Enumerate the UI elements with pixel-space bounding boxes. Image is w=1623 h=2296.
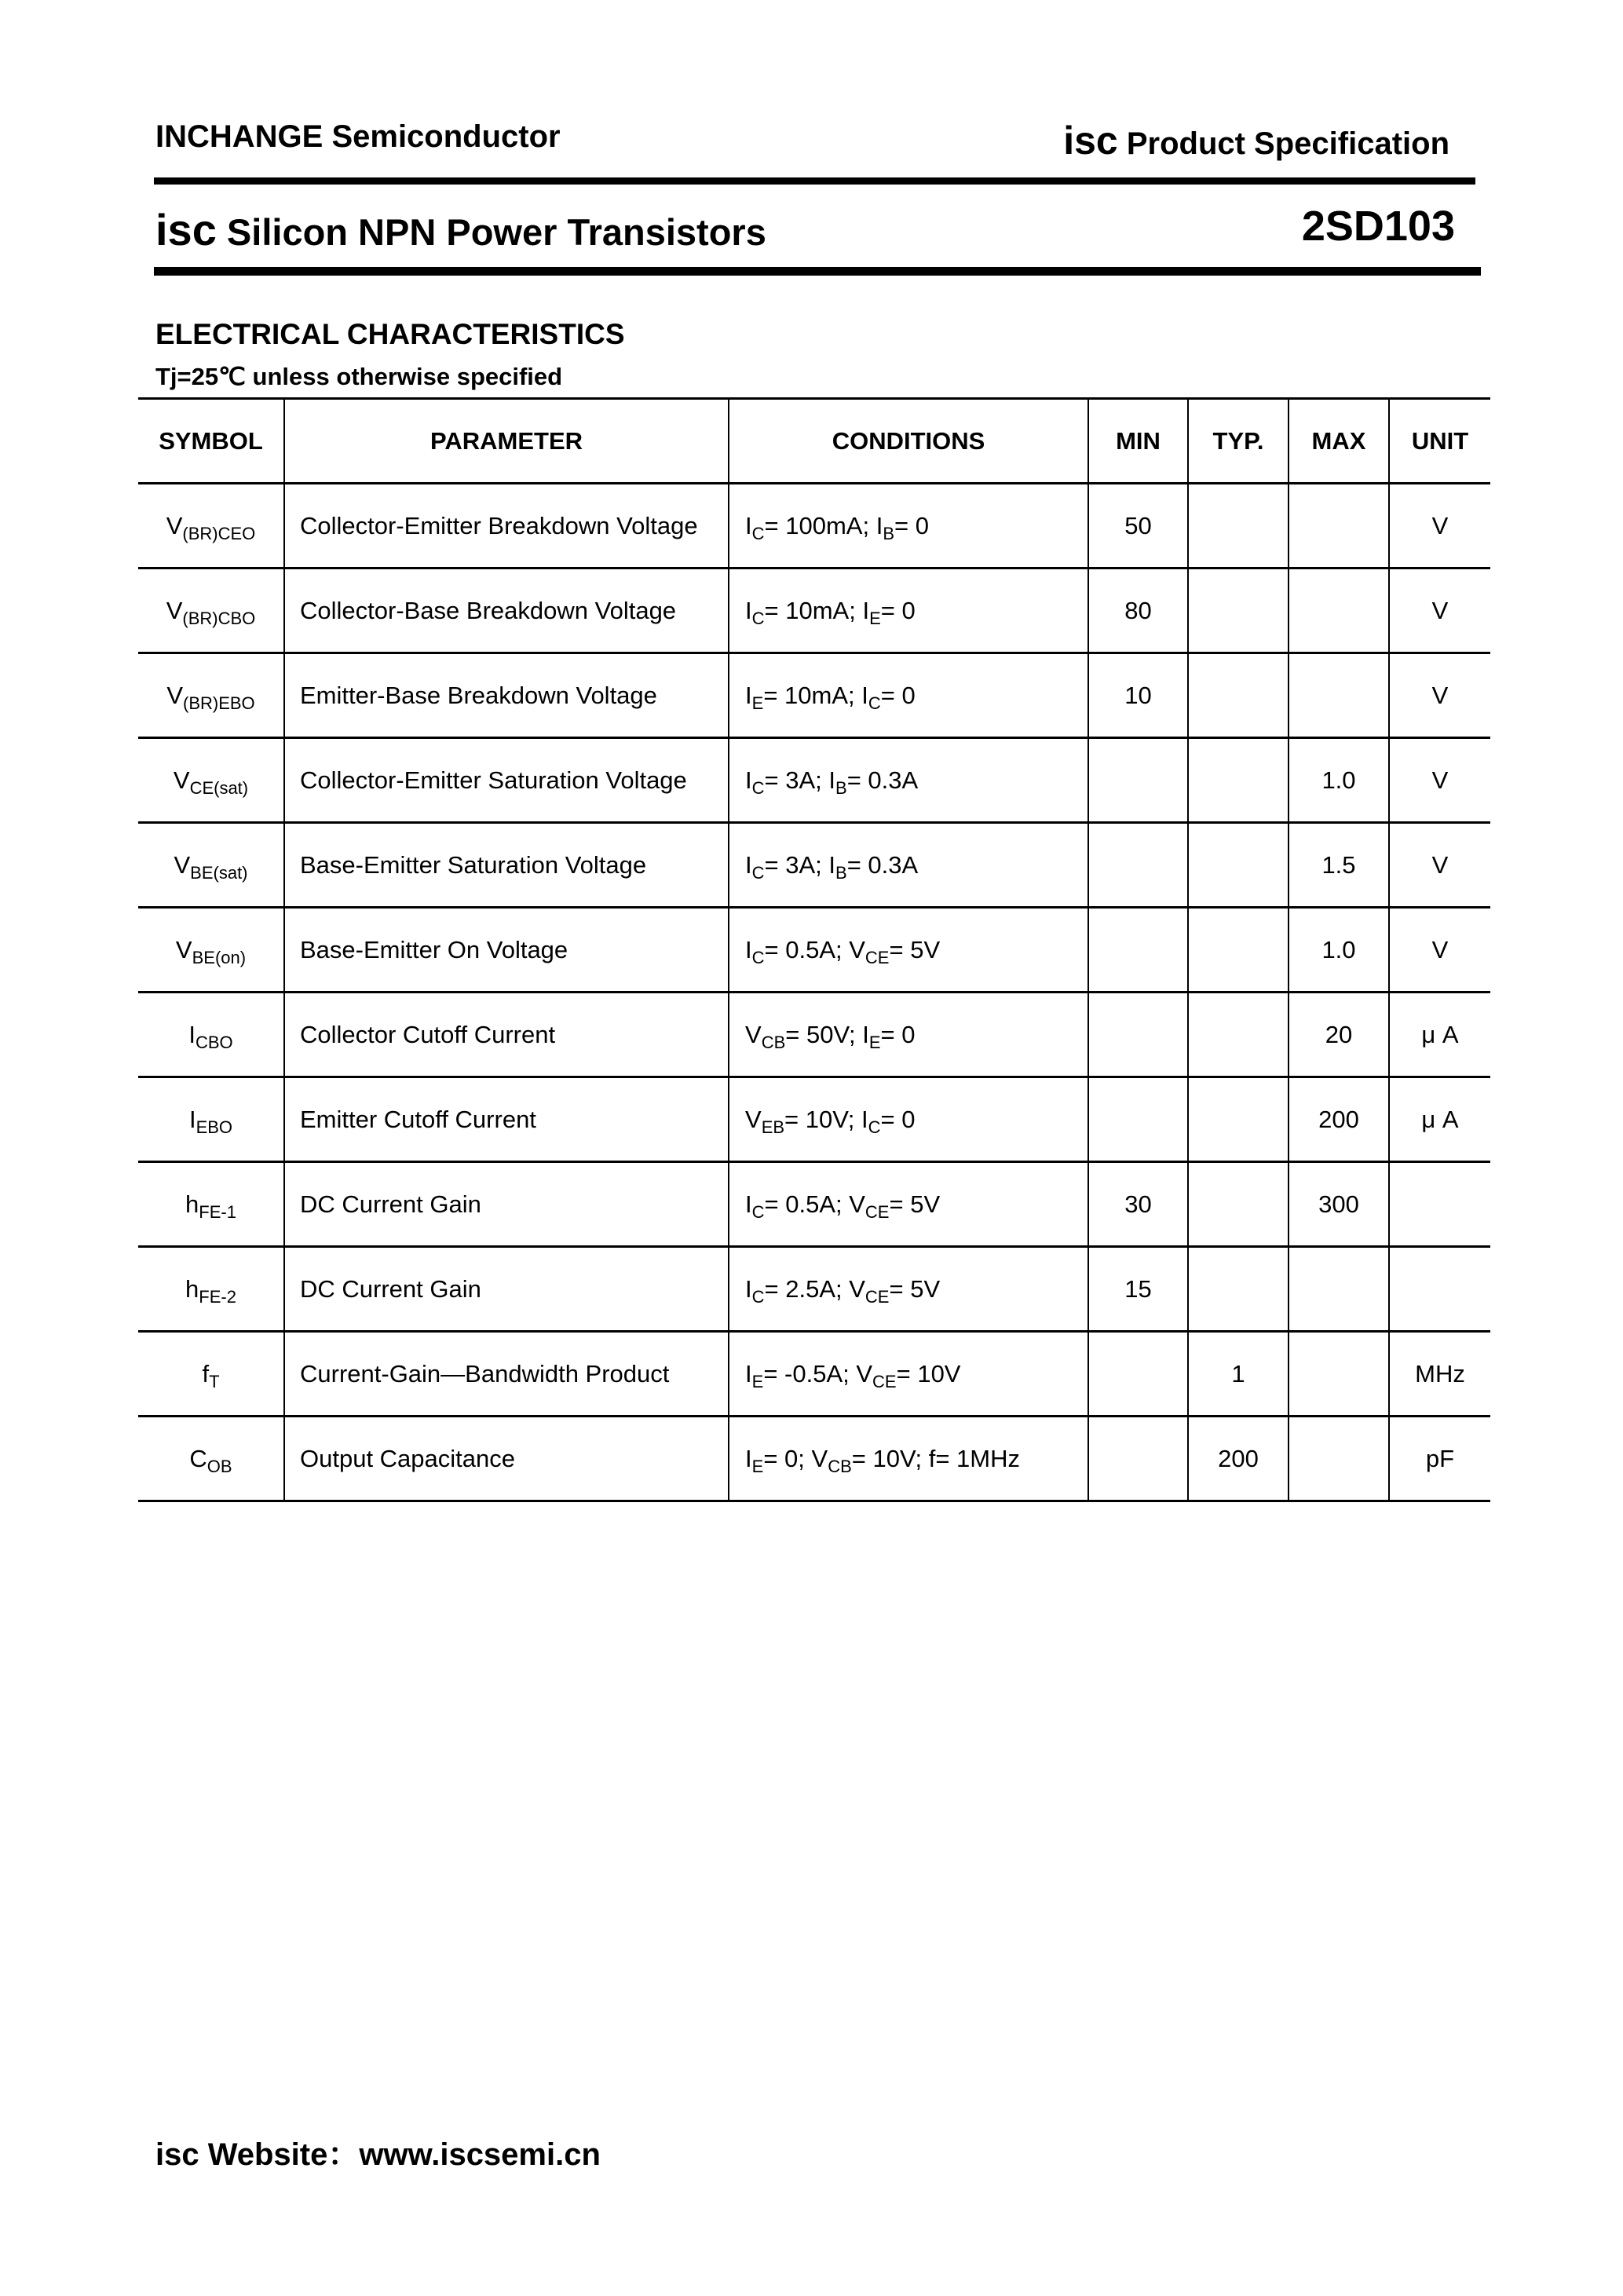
company-name: INCHANGE Semiconductor <box>155 119 561 154</box>
condition-subscript: C <box>751 1286 765 1307</box>
condition-subscript: C <box>868 1117 881 1137</box>
typ-cell <box>1188 569 1289 653</box>
condition-value: = 10mA; <box>764 596 863 624</box>
section-subtitle: Tj=25℃ unless otherwise specified <box>155 363 563 390</box>
conditions-cell <box>729 1247 1088 1332</box>
table-row <box>138 1247 1490 1332</box>
condition-letter: V <box>856 1359 873 1387</box>
symbol-cell <box>138 1162 284 1247</box>
unit-cell: V <box>1389 653 1490 738</box>
symbol-subscript: BE(sat) <box>190 862 248 883</box>
condition-value: = 0 <box>880 681 916 709</box>
condition-subscript: CB <box>761 1032 786 1052</box>
condition-subscript: C <box>751 1201 765 1222</box>
max-cell: 1.5 <box>1289 823 1389 908</box>
table-body <box>138 484 1490 1501</box>
part-number: 2SD103 <box>1301 203 1455 250</box>
unit-cell: MHz <box>1389 1332 1490 1417</box>
max-cell <box>1289 1332 1389 1417</box>
symbol-subscript: (BR)CBO <box>182 608 256 628</box>
table-row <box>138 484 1490 569</box>
symbol-cell <box>138 1077 284 1162</box>
parameter-cell: Collector-Emitter Saturation Voltage <box>284 738 729 823</box>
typ-cell <box>1188 1162 1289 1247</box>
symbol-letter: h <box>185 1190 199 1218</box>
title-divider <box>154 267 1481 276</box>
min-cell: 15 <box>1088 1247 1188 1332</box>
table-row <box>138 908 1490 993</box>
condition-letter: I <box>828 850 835 879</box>
table-row <box>138 653 1490 738</box>
max-cell <box>1289 1417 1389 1501</box>
parameter-cell: Emitter Cutoff Current <box>284 1077 729 1162</box>
max-cell: 300 <box>1289 1162 1389 1247</box>
condition-value: = 3A; <box>764 766 829 794</box>
symbol-letter: V <box>166 596 183 624</box>
max-cell <box>1289 1247 1389 1332</box>
column-header: MAX <box>1289 399 1389 484</box>
symbol-cell <box>138 823 284 908</box>
min-cell <box>1088 993 1188 1077</box>
conditions-cell <box>729 653 1088 738</box>
symbol-letter: V <box>175 935 192 963</box>
symbol-cell <box>138 1417 284 1501</box>
condition-value: = 2.5A; <box>764 1274 850 1303</box>
condition-value: = 0 <box>880 1105 916 1133</box>
condition-subscript: C <box>751 523 765 543</box>
typ-cell <box>1188 823 1289 908</box>
spec-brand: isc <box>1063 119 1118 163</box>
unit-cell: μ A <box>1389 993 1490 1077</box>
conditions-cell <box>729 1077 1088 1162</box>
condition-subscript: C <box>751 777 765 798</box>
min-cell <box>1088 823 1188 908</box>
max-cell <box>1289 484 1389 569</box>
table-row <box>138 738 1490 823</box>
document-title <box>155 204 766 255</box>
symbol-letter: I <box>188 1020 196 1048</box>
condition-value: = 100mA; <box>764 511 876 539</box>
unit-cell: V <box>1389 908 1490 993</box>
condition-value: = 3A; <box>764 850 829 879</box>
conditions-cell <box>729 1332 1088 1417</box>
symbol-subscript: FE-1 <box>199 1201 236 1222</box>
typ-cell <box>1188 484 1289 569</box>
table-header-row <box>138 399 1490 484</box>
table-row <box>138 569 1490 653</box>
condition-letter: I <box>861 1105 868 1133</box>
unit-cell: V <box>1389 569 1490 653</box>
typ-cell: 200 <box>1188 1417 1289 1501</box>
condition-value: = 10V; f= 1MHz <box>851 1444 1020 1472</box>
condition-value: = 0 <box>894 511 929 539</box>
condition-subscript: CE <box>865 1201 890 1222</box>
unit-cell: V <box>1389 823 1490 908</box>
condition-letter: I <box>745 1274 752 1303</box>
symbol-subscript: CBO <box>195 1032 233 1052</box>
symbol-subscript: BE(on) <box>192 947 247 967</box>
unit-cell: V <box>1389 738 1490 823</box>
symbol-subscript: (BR)CEO <box>182 523 256 543</box>
conditions-cell <box>729 484 1088 569</box>
symbol-subscript: T <box>209 1371 220 1391</box>
symbol-cell <box>138 908 284 993</box>
table-row <box>138 1162 1490 1247</box>
column-header: SYMBOL <box>138 399 284 484</box>
symbol-letter: V <box>174 850 191 879</box>
condition-letter: I <box>745 596 752 624</box>
symbol-subscript: CE(sat) <box>189 777 249 798</box>
condition-letter: I <box>745 511 752 539</box>
condition-letter: I <box>828 766 835 794</box>
condition-subscript: CE <box>865 947 890 967</box>
parameter-cell: Output Capacitance <box>284 1417 729 1501</box>
condition-value: = 0.3A <box>846 766 919 794</box>
condition-letter: I <box>745 766 752 794</box>
conditions-cell <box>729 993 1088 1077</box>
conditions-cell <box>729 738 1088 823</box>
unit-cell: pF <box>1389 1417 1490 1501</box>
spec-text: Product Specification <box>1126 126 1449 161</box>
min-cell: 80 <box>1088 569 1188 653</box>
condition-letter: I <box>745 681 752 709</box>
table-row <box>138 1417 1490 1501</box>
section-title: ELECTRICAL CHARACTERISTICS <box>155 318 625 350</box>
condition-value: = 50V; <box>785 1020 863 1048</box>
condition-letter: I <box>875 511 883 539</box>
typ-cell <box>1188 1247 1289 1332</box>
symbol-cell <box>138 569 284 653</box>
table-row <box>138 993 1490 1077</box>
electrical-characteristics-table <box>138 397 1490 1502</box>
footer-label: isc Website： <box>155 2137 360 2172</box>
condition-subscript: E <box>751 1371 764 1391</box>
condition-subscript: E <box>751 1456 764 1476</box>
condition-value: = 10V; <box>784 1105 861 1133</box>
condition-letter: I <box>862 1020 869 1048</box>
symbol-cell <box>138 484 284 569</box>
symbol-cell <box>138 738 284 823</box>
condition-subscript: B <box>835 777 847 798</box>
min-cell <box>1088 738 1188 823</box>
condition-subscript: EB <box>761 1117 785 1137</box>
condition-letter: I <box>745 1359 752 1387</box>
condition-value: = 5V <box>889 935 941 963</box>
max-cell: 200 <box>1289 1077 1389 1162</box>
condition-letter: V <box>849 935 865 963</box>
condition-subscript: E <box>869 608 881 628</box>
min-cell <box>1088 1077 1188 1162</box>
symbol-letter: f <box>202 1359 210 1387</box>
parameter-cell: Current-Gain—Bandwidth Product <box>284 1332 729 1417</box>
min-cell: 10 <box>1088 653 1188 738</box>
parameter-cell: DC Current Gain <box>284 1162 729 1247</box>
symbol-subscript: FE-2 <box>199 1286 236 1307</box>
condition-value: = 0 <box>880 596 916 624</box>
parameter-cell: Base-Emitter Saturation Voltage <box>284 823 729 908</box>
conditions-cell <box>729 569 1088 653</box>
symbol-letter: h <box>185 1274 199 1303</box>
condition-value: = 10V <box>896 1359 961 1387</box>
condition-subscript: E <box>751 693 764 713</box>
conditions-cell <box>729 1417 1088 1501</box>
max-cell: 1.0 <box>1289 908 1389 993</box>
min-cell <box>1088 1417 1188 1501</box>
condition-value: = 0 <box>880 1020 916 1048</box>
typ-cell: 1 <box>1188 1332 1289 1417</box>
symbol-cell <box>138 653 284 738</box>
symbol-cell <box>138 1332 284 1417</box>
condition-letter: I <box>745 850 752 879</box>
typ-cell <box>1188 908 1289 993</box>
condition-letter: I <box>745 935 752 963</box>
symbol-letter: C <box>189 1444 207 1472</box>
symbol-letter: I <box>188 1105 196 1133</box>
symbol-letter: V <box>173 766 190 794</box>
parameter-cell: Collector-Emitter Breakdown Voltage <box>284 484 729 569</box>
title-text: Silicon NPN Power Transistors <box>226 211 766 253</box>
symbol-cell <box>138 993 284 1077</box>
conditions-cell <box>729 823 1088 908</box>
condition-subscript: C <box>751 947 765 967</box>
unit-cell <box>1389 1162 1490 1247</box>
condition-letter: I <box>862 596 870 624</box>
footer-url: www.iscsemi.cn <box>359 2137 601 2172</box>
condition-letter: V <box>745 1020 762 1048</box>
table-row <box>138 1077 1490 1162</box>
unit-cell <box>1389 1247 1490 1332</box>
condition-subscript: B <box>883 523 894 543</box>
condition-subscript: CE <box>865 1286 890 1307</box>
parameter-cell: Base-Emitter On Voltage <box>284 908 729 993</box>
condition-value: = 5V <box>889 1274 941 1303</box>
condition-value: = 0.5A; <box>764 1190 850 1218</box>
table-row <box>138 823 1490 908</box>
condition-value: = 0; <box>763 1444 812 1472</box>
condition-letter: V <box>745 1105 762 1133</box>
condition-value: = -0.5A; <box>763 1359 857 1387</box>
condition-value: = 10mA; <box>763 681 862 709</box>
parameter-cell: DC Current Gain <box>284 1247 729 1332</box>
parameter-cell: Collector Cutoff Current <box>284 993 729 1077</box>
column-header: MIN <box>1088 399 1188 484</box>
condition-subscript: B <box>835 862 847 883</box>
max-cell <box>1289 569 1389 653</box>
condition-subscript: CB <box>828 1456 852 1476</box>
conditions-cell <box>729 1162 1088 1247</box>
column-header: CONDITIONS <box>729 399 1088 484</box>
max-cell: 1.0 <box>1289 738 1389 823</box>
typ-cell <box>1188 738 1289 823</box>
symbol-subscript: OB <box>207 1456 232 1476</box>
title-brand: isc <box>155 205 217 254</box>
footer-website <box>155 2130 601 2174</box>
unit-cell: V <box>1389 484 1490 569</box>
table-row <box>138 1332 1490 1417</box>
condition-subscript: E <box>868 1032 881 1052</box>
min-cell <box>1088 1332 1188 1417</box>
condition-letter: V <box>811 1444 828 1472</box>
min-cell <box>1088 908 1188 993</box>
column-header: UNIT <box>1389 399 1490 484</box>
column-header: TYP. <box>1188 399 1289 484</box>
condition-letter: V <box>849 1190 865 1218</box>
condition-value: = 0.5A; <box>764 935 850 963</box>
typ-cell <box>1188 1077 1289 1162</box>
symbol-letter: V <box>166 511 183 539</box>
condition-value: = 5V <box>889 1190 941 1218</box>
condition-value: = 0.3A <box>846 850 919 879</box>
header-divider <box>154 177 1475 185</box>
condition-subscript: CE <box>872 1371 897 1391</box>
unit-cell: μ A <box>1389 1077 1490 1162</box>
condition-letter: I <box>861 681 868 709</box>
parameter-cell: Collector-Base Breakdown Voltage <box>284 569 729 653</box>
symbol-letter: V <box>166 681 183 709</box>
symbol-cell <box>138 1247 284 1332</box>
max-cell: 20 <box>1289 993 1389 1077</box>
column-header: PARAMETER <box>284 399 729 484</box>
parameter-cell: Emitter-Base Breakdown Voltage <box>284 653 729 738</box>
conditions-cell <box>729 908 1088 993</box>
max-cell <box>1289 653 1389 738</box>
condition-letter: V <box>849 1274 865 1303</box>
symbol-subscript: (BR)EBO <box>183 693 255 713</box>
min-cell: 30 <box>1088 1162 1188 1247</box>
typ-cell <box>1188 653 1289 738</box>
condition-letter: I <box>745 1444 752 1472</box>
symbol-subscript: EBO <box>196 1117 233 1137</box>
typ-cell <box>1188 993 1289 1077</box>
condition-subscript: C <box>751 862 765 883</box>
condition-subscript: C <box>751 608 765 628</box>
condition-subscript: C <box>868 693 881 713</box>
min-cell: 50 <box>1088 484 1188 569</box>
condition-letter: I <box>745 1190 752 1218</box>
product-spec-label <box>1063 118 1449 163</box>
